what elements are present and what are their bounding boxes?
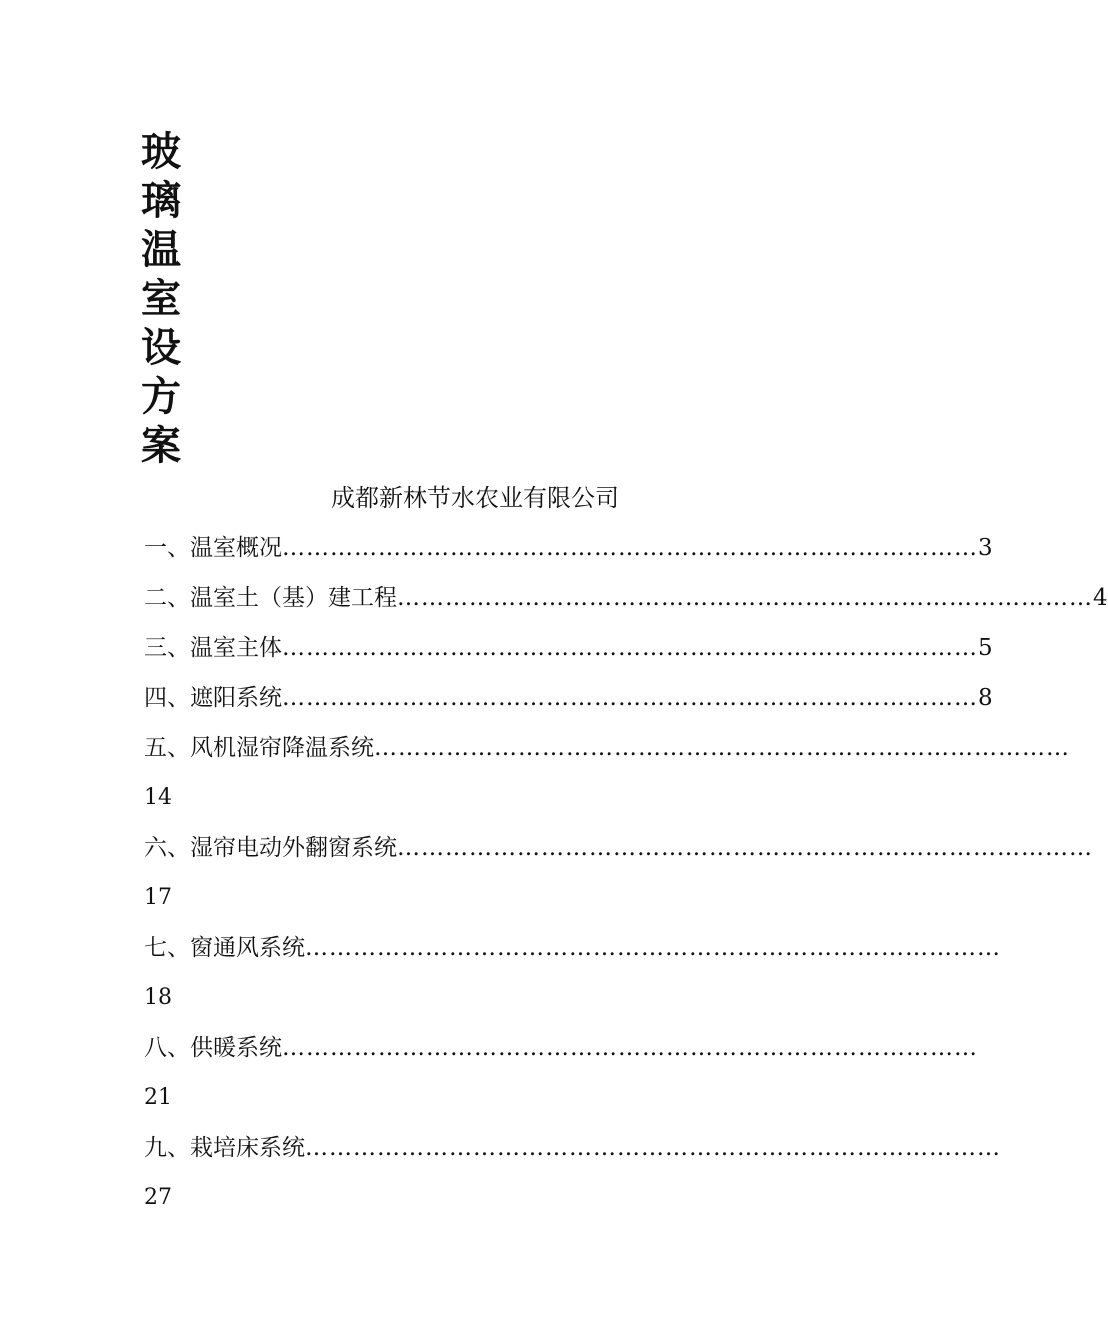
table-of-contents bbox=[144, 530, 1108, 1230]
toc-entry-label: 四、遮阳系统 bbox=[144, 685, 282, 711]
title-char: 案 bbox=[141, 423, 181, 469]
toc-entry-label: 九、栽培床系统 bbox=[144, 1135, 305, 1161]
toc-entry-page: 3 bbox=[978, 535, 993, 561]
toc-entry-label: 三、温室主体 bbox=[144, 635, 282, 661]
toc-entry-page: 14 bbox=[144, 785, 172, 810]
title-char: 设 bbox=[141, 325, 181, 371]
toc-entry-page: 27 bbox=[144, 1185, 172, 1210]
toc-entry[interactable] bbox=[144, 730, 1070, 780]
toc-entry[interactable] bbox=[144, 680, 993, 730]
toc-leader: …………………………………………………………………………… bbox=[397, 835, 1093, 861]
toc-entry[interactable] bbox=[144, 630, 993, 680]
toc-entry[interactable] bbox=[144, 830, 1093, 880]
toc-leader: …………………………………………………………………………… bbox=[282, 685, 978, 711]
toc-leader: …………………………………………………………………………… bbox=[305, 935, 1001, 961]
toc-entry-page: 5 bbox=[978, 635, 993, 661]
toc-leader: …………………………………………………………………………… bbox=[397, 585, 1093, 611]
toc-leader: …………………………………………………………………………… bbox=[282, 535, 978, 561]
toc-entry[interactable] bbox=[144, 580, 1108, 630]
toc-entry-page: 21 bbox=[144, 1085, 172, 1110]
toc-entry[interactable] bbox=[144, 530, 993, 580]
title-char: 温 bbox=[141, 227, 181, 273]
toc-entry-label: 五、风机湿帘降温系统 bbox=[144, 735, 374, 761]
toc-entry-label: 二、温室土（基）建工程 bbox=[144, 585, 397, 611]
toc-entry[interactable] bbox=[144, 1030, 978, 1080]
toc-entry-label: 一、温室概况 bbox=[144, 535, 282, 561]
toc-leader: …………………………………………………………………………… bbox=[374, 735, 1070, 761]
toc-entry-label: 八、供暖系统 bbox=[144, 1035, 282, 1061]
title-char: 室 bbox=[141, 276, 181, 322]
toc-leader: …………………………………………………………………………… bbox=[282, 1035, 978, 1061]
company-name: 成都新林节水农业有限公司 bbox=[331, 484, 619, 512]
toc-entry-label: 七、窗通风系统 bbox=[144, 935, 305, 961]
toc-entry-page: 18 bbox=[144, 985, 172, 1010]
document-title bbox=[141, 128, 193, 471]
toc-entry-page: 4 bbox=[1093, 585, 1108, 611]
toc-entry-page: 17 bbox=[144, 885, 172, 910]
title-char: 玻 bbox=[141, 129, 181, 175]
toc-entry-label: 六、湿帘电动外翻窗系统 bbox=[144, 835, 397, 861]
title-char: 方 bbox=[141, 374, 181, 420]
toc-leader: …………………………………………………………………………… bbox=[305, 1135, 1001, 1161]
toc-leader: …………………………………………………………………………… bbox=[282, 635, 978, 661]
title-char: 璃 bbox=[141, 178, 181, 224]
toc-entry[interactable] bbox=[144, 1130, 1001, 1180]
toc-entry[interactable] bbox=[144, 930, 1001, 980]
toc-entry-page: 8 bbox=[978, 685, 993, 711]
